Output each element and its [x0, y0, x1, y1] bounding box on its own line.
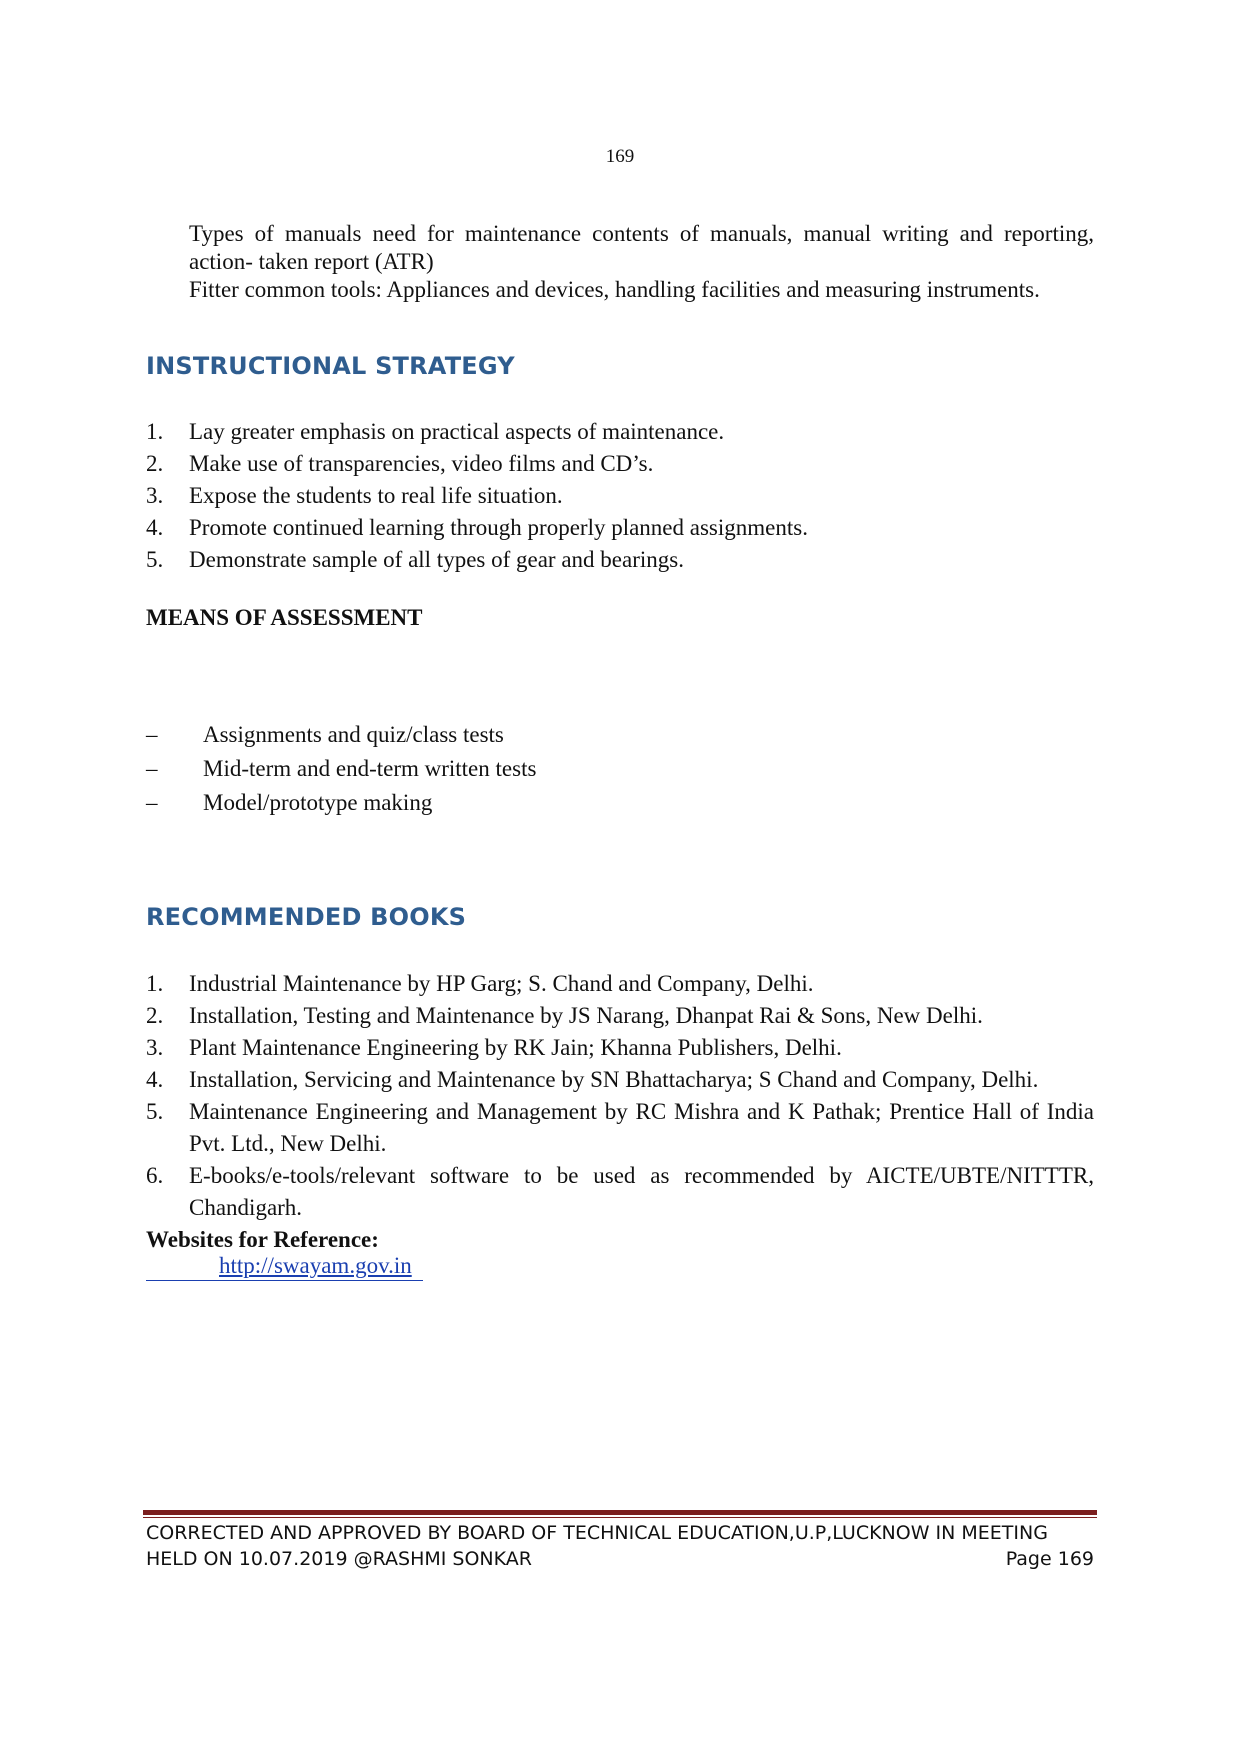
- list-item: [146, 480, 1094, 512]
- list-text: Industrial Maintenance by HP Garg; S. Chand and Company, Delhi.: [189, 971, 814, 996]
- footer-page-label: Page 169: [1005, 1548, 1094, 1570]
- list-text: Demonstrate sample of all types of gear and bearings.: [189, 547, 684, 572]
- instructional-strategy-list: [146, 416, 1094, 576]
- list-text: Promote continued learning through properly planned assignments.: [189, 515, 808, 540]
- list-number: 2.: [146, 451, 164, 476]
- list-number: 3.: [146, 483, 164, 508]
- page-footer: [146, 1520, 1094, 1572]
- link-underline: [146, 1280, 423, 1281]
- websites-heading: Websites for Reference:: [146, 1227, 379, 1252]
- assessment-list: [146, 718, 536, 820]
- dash-bullet: –: [146, 790, 158, 815]
- list-number: 4.: [146, 515, 164, 540]
- page-number: 169: [605, 146, 635, 167]
- recommended-books-list: [146, 968, 1094, 1224]
- list-item: [146, 512, 1094, 544]
- list-item: [146, 968, 1094, 1000]
- dash-bullet: –: [146, 756, 158, 781]
- list-text: Plant Maintenance Engineering by RK Jain; Khanna Publishers, Delhi.: [189, 1035, 842, 1060]
- footer-line-2: HELD ON 10.07.2019 @RASHMI SONKAR: [146, 1548, 532, 1570]
- list-text: Maintenance Engineering and Management by RC Mishra and K Pathak; Prentice Hall of India Pvt. Ltd., New Delhi.: [189, 1099, 1094, 1156]
- list-item: [146, 1096, 1094, 1160]
- list-text: Installation, Testing and Maintenance by JS Narang, Dhanpat Rai & Sons, New Delhi.: [189, 1003, 983, 1028]
- list-number: 1.: [146, 419, 164, 444]
- list-item: [146, 448, 1094, 480]
- list-text: Mid-term and end-term written tests: [203, 756, 537, 781]
- list-text: Expose the students to real life situation.: [189, 483, 563, 508]
- list-text: Assignments and quiz/class tests: [203, 722, 504, 747]
- means-of-assessment-heading: MEANS OF ASSESSMENT: [146, 605, 423, 630]
- list-item: [146, 544, 1094, 576]
- footer-divider: [143, 1510, 1097, 1515]
- list-text: E-books/e-tools/relevant software to be used as recommended by AICTE/UBTE/NITTTR, Chandigarh.: [189, 1163, 1094, 1220]
- list-number: 4.: [146, 1067, 164, 1092]
- list-number: 3.: [146, 1035, 164, 1060]
- list-text: Model/prototype making: [203, 790, 433, 815]
- intro-paragraph-tools: Fitter common tools: Appliances and devices, handling facilities and measuring instruments.: [189, 277, 1040, 302]
- list-item: [146, 1160, 1094, 1224]
- list-text: Lay greater emphasis on practical aspects of maintenance.: [189, 419, 725, 444]
- swayam-link[interactable]: http://swayam.gov.in: [219, 1253, 412, 1278]
- footer-divider-thin: [143, 1517, 1097, 1518]
- list-item: [146, 1000, 1094, 1032]
- instructional-strategy-heading: INSTRUCTIONAL STRATEGY: [146, 352, 515, 380]
- recommended-books-heading: RECOMMENDED BOOKS: [146, 903, 467, 931]
- list-item: [146, 718, 536, 752]
- list-number: 5.: [146, 547, 164, 572]
- list-item: [146, 1032, 1094, 1064]
- footer-line-1: CORRECTED AND APPROVED BY BOARD OF TECHNICAL EDUCATION,U.P,LUCKNOW IN MEETING: [146, 1522, 1048, 1544]
- list-item: [146, 752, 536, 786]
- footer-row: [146, 1546, 1094, 1572]
- list-number: 5.: [146, 1099, 164, 1124]
- list-number: 2.: [146, 1003, 164, 1028]
- list-item: [146, 786, 536, 820]
- list-item: [146, 1064, 1094, 1096]
- list-text: Installation, Servicing and Maintenance by SN Bhattacharya; S Chand and Company, Delhi.: [189, 1067, 1039, 1092]
- list-number: 1.: [146, 971, 164, 996]
- list-number: 6.: [146, 1163, 164, 1188]
- intro-paragraph-manuals: Types of manuals need for maintenance contents of manuals, manual writing and reporting, action- taken report (ATR): [189, 221, 1094, 274]
- list-item: [146, 416, 1094, 448]
- dash-bullet: –: [146, 722, 158, 747]
- list-text: Make use of transparencies, video films and CD’s.: [189, 451, 654, 476]
